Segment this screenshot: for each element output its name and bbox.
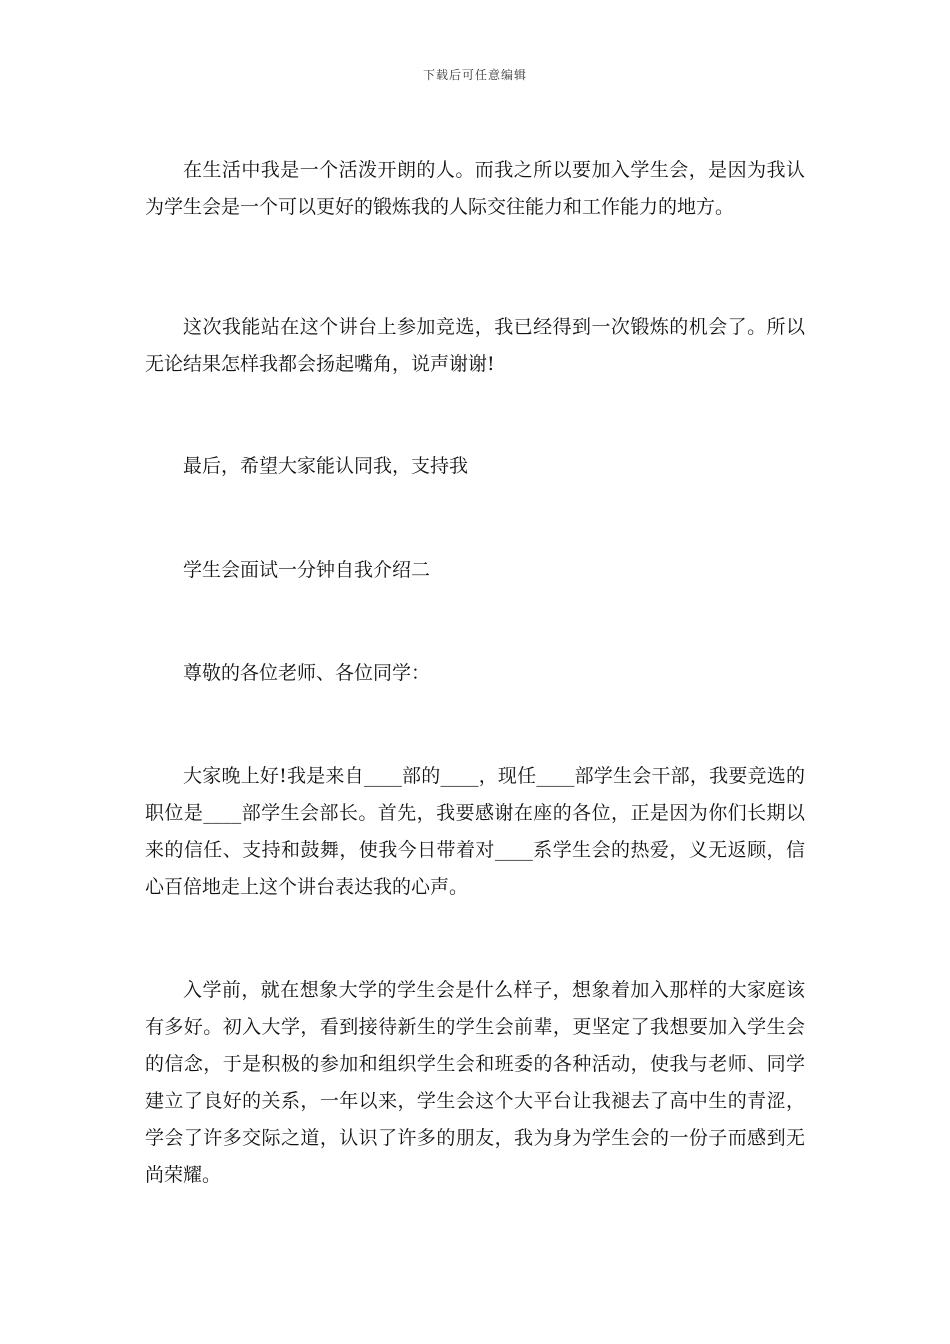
section-heading: 学生会面试一分钟自我介绍二 [183,559,431,581]
paragraph-2: 这次我能站在这个讲台上参加竞选，我已经得到一次锻炼的机会了。所以无论结果怎样我都会扬起嘴角，说声谢谢! [145,316,805,375]
paragraph-7: 入学前，就在想象大学的学生会是什么样子，想象着加入那样的大家庭该有多好。初入大学，看到接待新生的学生会前辈，更坚定了我想要加入学生会的信念，于是积极的参加和组织学生会和班委的各种活动，使我与老师、同学建立了良好的关系，一年以来，学生会这个大平台让我褪去了高中生的青涩，学会了许多交际之道，认识了许多的朋友，我为身为学生会的一份子而感到无尚荣耀。 [145,979,805,1186]
paragraph-3: 最后，希望大家能认同我，支持我 [183,455,469,477]
paragraph-6: 大家晚上好!我是来自____部的____，现任____部学生会干部，我要竞选的职位是____部学生会部长。首先，我要感谢在座的各位，正是因为你们长期以来的信任、支持和鼓舞，使我今日带着对____系学生会的热爱，义无返顾，信心百倍地走上这个讲台表达我的心声。 [145,765,805,898]
greeting: 尊敬的各位老师、各位同学： [183,662,431,684]
page-header: 下载后可任意编辑 [422,68,527,82]
paragraph-1: 在生活中我是一个活泼开朗的人。而我之所以要加入学生会，是因为我认为学生会是一个可以更好的锻炼我的人际交往能力和工作能力的地方。 [145,159,805,218]
document-body [145,152,805,1194]
